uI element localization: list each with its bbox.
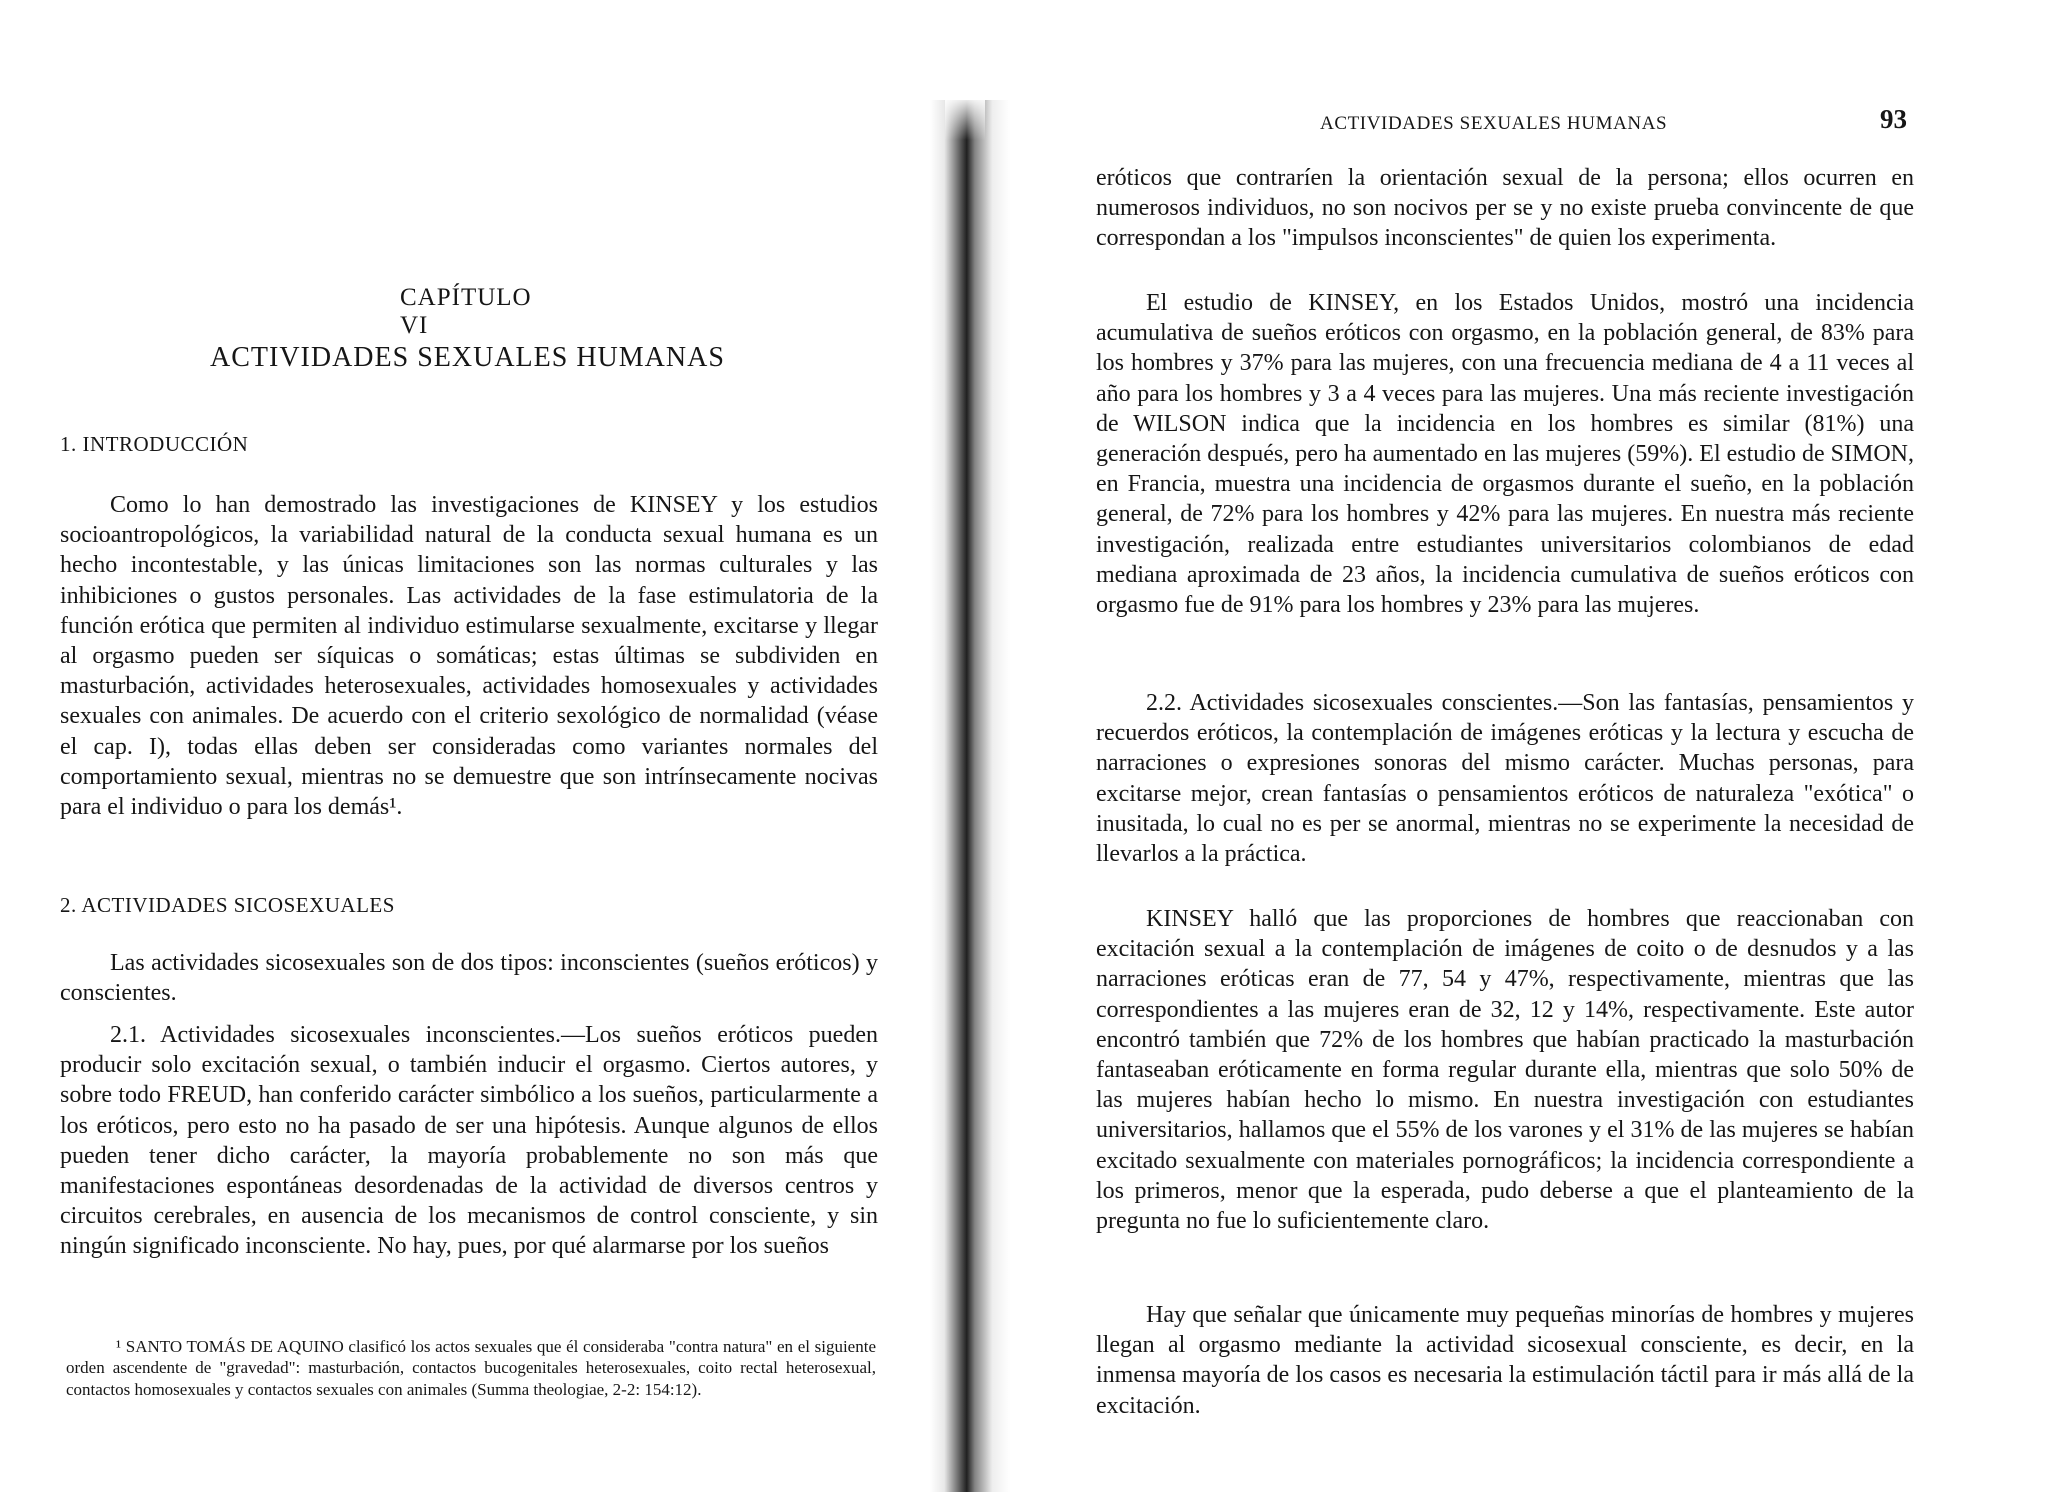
minorities-paragraph: Hay que señalar que únicamente muy pequeñas minorías de hombres y mujeres llegan al orgasmo mediante la actividad sicosexual consciente, es decir, en la inmensa mayoría de los casos es necesaria la estimulación táctil para ir más allá de la excitación. bbox=[1096, 1302, 1914, 1419]
kinsey-images-paragraph: KINSEY halló que las proporciones de hombres que reaccionaban con excitación sexual a la contemplación de imágenes de coito o de desnudos y a las narraciones eróticas eran de 77, 54 y 47%, respectivamente, mientras que las correspondientes a las mujeres eran de 32, 12 y 14%, respectivamente. Este autor encontró también que 72% de los hombres que habían practicado la masturbación fantaseaban eróticamente en forma regular durante ella, mientras que solo 50% de las mujeres habían hecho lo mismo. En nuestra investigación con estudiantes universitarios, hallamos que el 55% de los varones y el 31% de las mujeres se habían excitado sexualmente con materiales pornográficos; la incidencia correspondiente a los primeros, menor que la esperada, pudo deberse a que el planteamiento de la pregunta no fue lo suficientemente claro. bbox=[1096, 906, 1914, 1235]
chapter-title: ACTIVIDADES SEXUALES HUMANAS bbox=[210, 342, 725, 373]
page-number: 93 bbox=[1880, 104, 1907, 134]
left-page bbox=[0, 0, 960, 1492]
subsection-2-1-paragraph: 2.1. Actividades sicosexuales inconscientes.—Los sueños eróticos pueden producir solo excitación sexual, o también inducir el orgasmo. Ciertos autores, y sobre todo FREUD, han conferido carácter simbólico a los sueños, particularmente a los eróticos, pero esto no ha pasado de ser una hipótesis. Aunque algunos de ellos pueden tener dicho carácter, la mayoría probablemente no son más que manifestaciones espontáneas desordenadas de la actividad de diversos centros y circuitos cerebrales, en ausencia de los mecanismos de control consciente, y sin ningún significado inconsciente. No hay, pues, por qué alarmarse por los sueños bbox=[60, 1022, 878, 1260]
right-page bbox=[960, 0, 2048, 1492]
section-heading-actividades-sicosexuales: 2. ACTIVIDADES SICOSEXUALES bbox=[60, 893, 395, 917]
footnote-1: ¹ SANTO TOMÁS DE AQUINO clasificó los actos sexuales que él consideraba "contra natura" en el siguiente orden ascendente de "gravedad": masturbación, contactos bucogenitales heterosexuales, coito rectal heterosexual, contactos homosexuales y contactos sexuales con animales (Summa theologiae, 2-2: 154:12). bbox=[66, 1337, 876, 1399]
intro-paragraph: Como lo han demostrado las investigaciones de KINSEY y los estudios socioantropológicos, la variabilidad natural de la conducta sexual humana es un hecho incontestable, y las únicas limitaciones son las normas culturales y las inhibiciones o gustos personales. Las actividades de la fase estimulatoria de la función erótica que permiten al individuo estimularse sexualmente, excitarse y llegar al orgasmo pueden ser síquicas o somáticas; estas últimas se subdividen en masturbación, actividades heterosexuales, actividades homosexuales y actividades sexuales con animales. De acuerdo con el criterio sexológico de normalidad (véase el cap. I), todas ellas deben ser consideradas como variantes normales del comportamiento sexual, mientras no se demuestre que son intrínsecamente nocivas para el individuo o para los demás¹. bbox=[60, 492, 878, 821]
running-head: ACTIVIDADES SEXUALES HUMANAS bbox=[1320, 113, 1668, 134]
kinsey-incidence-paragraph: El estudio de KINSEY, en los Estados Unidos, mostró una incidencia acumulativa de sueños eróticos con orgasmo, en la población general, de 83% para los hombres y 37% para las mujeres, con una frecuencia mediana de 4 a 11 veces al año para los hombres y 3 a 4 veces para las mujeres. Una más reciente investigación de WILSON indica que la incidencia en los hombres es similar (81%) una generación después, pero ha aumentado en las mujeres (59%). El estudio de SIMON, en Francia, muestra una incidencia de orgasmos durante el sueño, en la población general, de 72% para los hombres y 42% para las mujeres. En nuestra más reciente investigación, realizada entre estudiantes universitarios colombianos de edad mediana aproximada de 23 años, la incidencia cumulativa de sueños eróticos con orgasmo fue de 91% para los hombres y 23% para las mujeres. bbox=[1096, 290, 1914, 619]
continuation-paragraph: eróticos que contraríen la orientación sexual de la persona; ellos ocurren en numerosos individuos, no son nocivos per se y no existe prueba convincente de que correspondan a los "impulsos inconscientes" de quien los experimenta. bbox=[1096, 165, 1914, 252]
subsection-2-2-paragraph: 2.2. Actividades sicosexuales conscientes.—Son las fantasías, pensamientos y recuerdos eróticos, la contemplación de imágenes eróticas y la lectura y escucha de narraciones o expresiones sonoras del mismo carácter. Muchas personas, para excitarse mejor, crean fantasías o pensamientos eróticos de naturaleza "exótica" o inusitada, lo cual no es per se anormal, mientras no se experimente la necesidad de llevarlos a la práctica. bbox=[1096, 690, 1914, 868]
section-heading-introduccion: 1. INTRODUCCIÓN bbox=[60, 432, 249, 456]
types-paragraph: Las actividades sicosexuales son de dos tipos: inconscientes (sueños eróticos) y conscientes. bbox=[60, 950, 878, 1007]
chapter-label: CAPÍTULO VI bbox=[400, 284, 532, 339]
